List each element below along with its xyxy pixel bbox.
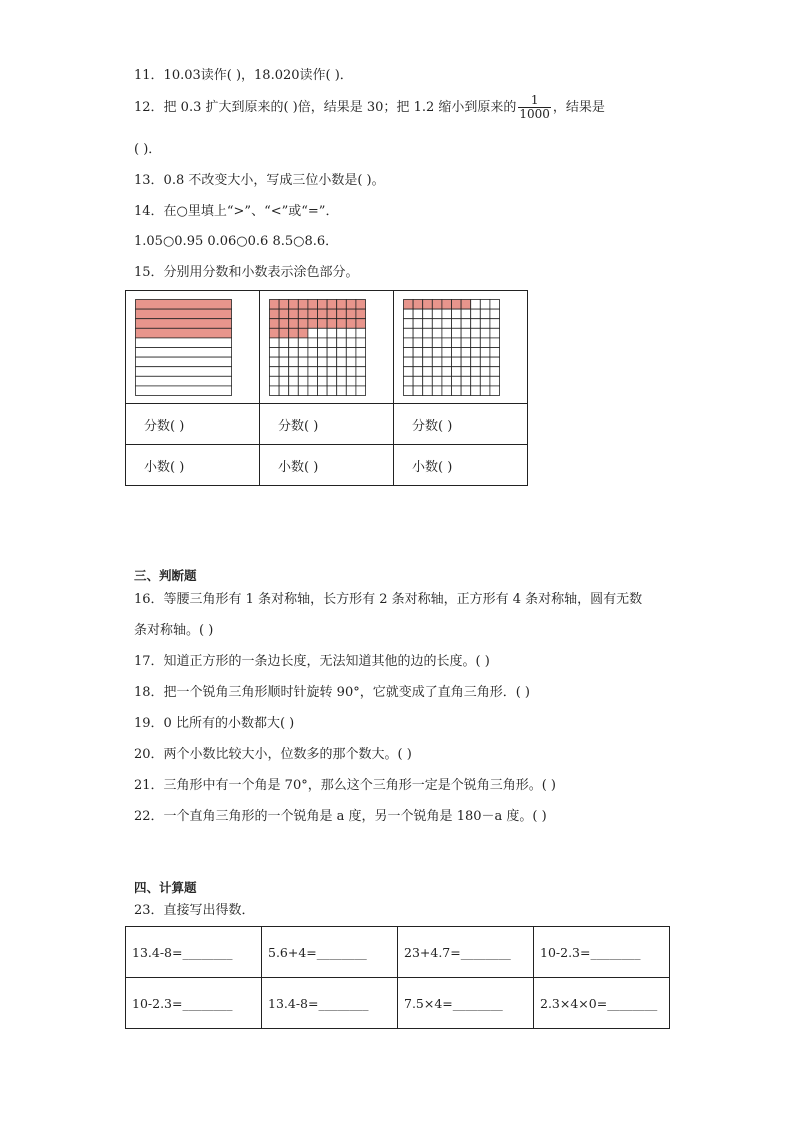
grid-cell: [327, 338, 337, 348]
fraction-numerator: 1: [530, 93, 539, 107]
grid-cell: [337, 367, 347, 377]
grid-cell: [432, 376, 442, 386]
grid-cell: [308, 300, 318, 310]
grid-cell: [270, 386, 280, 396]
question-17: 17．知道正方形的一条边长度，无法知道其他的边的长度。( ): [134, 654, 490, 669]
grid-cell: [480, 348, 490, 358]
question-15: 15．分别用分数和小数表示涂色部分。: [134, 265, 359, 280]
grid-cell: [480, 338, 490, 348]
grid-cell: [423, 300, 433, 310]
grid-cell: [442, 386, 452, 396]
question-12-text: 12．把 0.3 扩大到原来的( )倍，结果是 30；把 1.2 缩小到原来的: [134, 100, 517, 115]
grid-cell: [318, 376, 328, 386]
grid-cell: [289, 338, 299, 348]
decimal-answer-1[interactable]: 小数( ): [126, 445, 260, 486]
calc-cell[interactable]: 10-2.3=________: [126, 978, 262, 1029]
grid-cell: [413, 309, 423, 319]
grid-cell: [471, 357, 481, 367]
strip: [136, 328, 232, 338]
grid-cell: [413, 386, 423, 396]
grid-cell: [270, 376, 280, 386]
grid-cell: [279, 328, 289, 338]
grid-cell: [279, 300, 289, 310]
grid-cell: [432, 319, 442, 329]
grid-cell: [452, 319, 462, 329]
grid-cell: [308, 386, 318, 396]
grid-cell: [270, 357, 280, 367]
grid-cell: [471, 319, 481, 329]
section-4-title: 四、计算题: [134, 880, 197, 895]
grid-cell: [346, 367, 356, 377]
grid-cell: [327, 309, 337, 319]
grid-cell: [298, 376, 308, 386]
grid-cell: [279, 367, 289, 377]
section-3-title: 三、判断题: [134, 568, 197, 583]
question-20: 20．两个小数比较大小，位数多的那个数大。( ): [134, 747, 412, 762]
grid-cell: [461, 338, 471, 348]
grid-cell: [471, 300, 481, 310]
grid-cell: [452, 309, 462, 319]
grid-cell: [327, 328, 337, 338]
grid-cell: [346, 319, 356, 329]
grid-cell: [461, 328, 471, 338]
question-21: 21．三角形中有一个角是 70°，那么这个三角形一定是个锐角三角形。( ): [134, 778, 556, 793]
grid-cell: [471, 367, 481, 377]
grid-cell: [423, 309, 433, 319]
strip: [136, 309, 232, 319]
calc-cell[interactable]: 7.5×4=________: [398, 978, 534, 1029]
grid-cell: [432, 338, 442, 348]
grid-cell: [308, 309, 318, 319]
grid-cell: [404, 386, 414, 396]
grid-cell: [298, 319, 308, 329]
strip: [136, 357, 232, 367]
grid-cell: [337, 386, 347, 396]
grid-cell: [490, 338, 500, 348]
grid-figure-2: [394, 291, 509, 403]
grid-cell: [298, 300, 308, 310]
grid-cell: [404, 348, 414, 358]
grid-cell: [490, 348, 500, 358]
question-18: 18．把一个锐角三角形顺时针旋转 90°，它就变成了直角三角形．( ): [134, 685, 530, 700]
grid-cell: [480, 386, 490, 396]
grid-cell: [346, 309, 356, 319]
strip: [136, 338, 232, 348]
grid-cell: [289, 309, 299, 319]
grid-cell: [270, 348, 280, 358]
grid-cell: [432, 300, 442, 310]
grid-cell: [471, 348, 481, 358]
grid-cell: [318, 367, 328, 377]
grid-cell: [480, 357, 490, 367]
grid-cell: [346, 338, 356, 348]
grid-cell: [461, 319, 471, 329]
grid-cell: [404, 338, 414, 348]
calc-cell[interactable]: 13.4-8=________: [262, 978, 398, 1029]
grid-cell: [289, 348, 299, 358]
grid-cell: [298, 357, 308, 367]
grid-cell: [308, 328, 318, 338]
grid-cell: [452, 357, 462, 367]
grid-cell: [413, 367, 423, 377]
calc-cell[interactable]: 5.6+4=________: [262, 927, 398, 978]
grid-cell: [471, 328, 481, 338]
grid-cell: [442, 357, 452, 367]
grid-cell: [413, 328, 423, 338]
grid-cell: [308, 348, 318, 358]
grid-cell: [298, 386, 308, 396]
grid-cell: [346, 386, 356, 396]
shading-table: [125, 290, 528, 486]
grid-cell: [461, 376, 471, 386]
grid-cell: [490, 376, 500, 386]
grid-cell: [480, 367, 490, 377]
strip: [136, 300, 232, 310]
fraction-answer-3[interactable]: 分数( ): [394, 404, 528, 445]
grid-cell: [442, 309, 452, 319]
grid-cell: [356, 338, 366, 348]
figure-cell-grid-1: [260, 291, 394, 404]
grid-cell: [346, 348, 356, 358]
strip: [136, 348, 232, 358]
fraction-answer-1[interactable]: 分数( ): [126, 404, 260, 445]
grid-cell: [471, 386, 481, 396]
grid-cell: [423, 376, 433, 386]
grid-cell: [480, 328, 490, 338]
question-13: 13．0.8 不改变大小，写成三位小数是( )。: [134, 173, 385, 188]
fraction: [518, 94, 551, 121]
grid-cell: [327, 357, 337, 367]
grid-cell: [289, 376, 299, 386]
question-11: 11．10.03读作( )，18.020读作( )．: [134, 68, 353, 83]
grid-cell: [279, 386, 289, 396]
grid-cell: [432, 309, 442, 319]
grid-cell: [318, 300, 328, 310]
calc-cell[interactable]: 2.3×4×0=________: [534, 978, 670, 1029]
grid-cell: [432, 348, 442, 358]
grid-cell: [490, 300, 500, 310]
grid-cell: [461, 348, 471, 358]
grid-cell: [308, 367, 318, 377]
grid-cell: [337, 348, 347, 358]
grid-cell: [337, 338, 347, 348]
grid-cell: [279, 338, 289, 348]
grid-cell: [423, 338, 433, 348]
grid-cell: [356, 357, 366, 367]
grid-cell: [346, 300, 356, 310]
grid-cell: [452, 386, 462, 396]
question-16: 16．等腰三角形有 1 条对称轴，长方形有 2 条对称轴，正方形有 4 条对称轴，圆有无数: [134, 592, 643, 607]
grid-cell: [404, 357, 414, 367]
grid-cell: [471, 338, 481, 348]
grid-cell: [270, 367, 280, 377]
grid-cell: [356, 309, 366, 319]
grid-cell: [298, 338, 308, 348]
question-16-continued: 条对称轴。( ): [134, 623, 214, 638]
grid-cell: [356, 319, 366, 329]
grid-cell: [490, 386, 500, 396]
grid-cell: [289, 367, 299, 377]
grid-cell: [327, 367, 337, 377]
question-14: 14．在○里填上“>”、“<”或“=”．: [134, 204, 339, 219]
grid-cell: [413, 376, 423, 386]
grid-cell: [442, 348, 452, 358]
grid-cell: [279, 348, 289, 358]
grid-cell: [490, 328, 500, 338]
grid-cell: [404, 328, 414, 338]
grid-cell: [471, 309, 481, 319]
grid-cell: [318, 328, 328, 338]
grid-cell: [318, 348, 328, 358]
grid-cell: [289, 386, 299, 396]
grid-cell: [356, 348, 366, 358]
grid-cell: [413, 300, 423, 310]
grid-cell: [346, 376, 356, 386]
grid-cell: [337, 357, 347, 367]
grid-cell: [480, 319, 490, 329]
grid-cell: [337, 309, 347, 319]
grid-cell: [308, 357, 318, 367]
question-12-tail: ，结果是: [552, 100, 605, 115]
grid-cell: [279, 309, 289, 319]
grid-cell: [298, 367, 308, 377]
question-14-items: 1.05○0.95 0.06○0.6 8.5○8.6．: [134, 234, 339, 249]
grid-cell: [308, 319, 318, 329]
calculation-table: [125, 926, 670, 1029]
figure-cell-strips: [126, 291, 260, 404]
grid-cell: [356, 300, 366, 310]
grid-cell: [442, 376, 452, 386]
grid-cell: [442, 328, 452, 338]
grid-cell: [327, 319, 337, 329]
grid-cell: [404, 309, 414, 319]
grid-cell: [471, 376, 481, 386]
grid-cell: [404, 300, 414, 310]
grid-cell: [452, 338, 462, 348]
question-12: [134, 94, 605, 121]
grid-cell: [461, 309, 471, 319]
grid-cell: [337, 300, 347, 310]
grid-cell: [423, 348, 433, 358]
grid-cell: [423, 367, 433, 377]
grid-cell: [289, 319, 299, 329]
grid-cell: [318, 338, 328, 348]
grid-cell: [480, 300, 490, 310]
grid-cell: [452, 300, 462, 310]
grid-cell: [413, 357, 423, 367]
grid-cell: [279, 357, 289, 367]
grid-cell: [298, 309, 308, 319]
grid-cell: [318, 357, 328, 367]
strip: [136, 319, 232, 329]
fraction-denominator: 1000: [519, 107, 550, 121]
grid-cell: [404, 319, 414, 329]
strip-figure: [126, 291, 241, 403]
grid-cell: [452, 367, 462, 377]
question-23: 23．直接写出得数．: [134, 903, 255, 918]
grid-cell: [442, 300, 452, 310]
grid-cell: [423, 386, 433, 396]
grid-cell: [432, 357, 442, 367]
grid-cell: [279, 319, 289, 329]
grid-cell: [327, 300, 337, 310]
grid-cell: [490, 319, 500, 329]
figure-cell-grid-2: [394, 291, 528, 404]
grid-cell: [423, 328, 433, 338]
question-22: 22．一个直角三角形的一个锐角是 a 度，另一个锐角是 180－a 度。( ): [134, 809, 547, 824]
grid-cell: [480, 309, 490, 319]
grid-cell: [432, 328, 442, 338]
question-12-continued: ( )．: [134, 142, 162, 157]
grid-cell: [452, 376, 462, 386]
grid-cell: [452, 348, 462, 358]
strip: [136, 367, 232, 377]
grid-cell: [423, 357, 433, 367]
grid-cell: [270, 328, 280, 338]
grid-cell: [327, 348, 337, 358]
strip: [136, 376, 232, 386]
grid-cell: [490, 367, 500, 377]
grid-cell: [337, 319, 347, 329]
grid-figure-1: [260, 291, 375, 403]
grid-cell: [279, 376, 289, 386]
grid-cell: [490, 309, 500, 319]
grid-cell: [461, 386, 471, 396]
grid-cell: [298, 348, 308, 358]
grid-cell: [423, 319, 433, 329]
fraction-answer-2[interactable]: 分数( ): [260, 404, 394, 445]
grid-cell: [289, 328, 299, 338]
calc-cell[interactable]: 10-2.3=________: [534, 927, 670, 978]
grid-cell: [442, 367, 452, 377]
grid-cell: [270, 300, 280, 310]
grid-cell: [432, 367, 442, 377]
grid-cell: [413, 319, 423, 329]
grid-cell: [356, 367, 366, 377]
strip: [136, 386, 232, 396]
grid-cell: [480, 376, 490, 386]
grid-cell: [404, 367, 414, 377]
grid-cell: [404, 376, 414, 386]
grid-cell: [413, 338, 423, 348]
grid-cell: [308, 338, 318, 348]
grid-cell: [308, 376, 318, 386]
grid-cell: [337, 376, 347, 386]
grid-cell: [318, 309, 328, 319]
grid-cell: [461, 367, 471, 377]
grid-cell: [461, 357, 471, 367]
grid-cell: [270, 338, 280, 348]
grid-cell: [327, 386, 337, 396]
grid-cell: [289, 300, 299, 310]
grid-cell: [432, 386, 442, 396]
calc-cell[interactable]: 23+4.7=________: [398, 927, 534, 978]
grid-cell: [289, 357, 299, 367]
grid-cell: [318, 319, 328, 329]
grid-cell: [346, 328, 356, 338]
grid-cell: [270, 319, 280, 329]
grid-cell: [298, 328, 308, 338]
grid-cell: [327, 376, 337, 386]
grid-cell: [442, 338, 452, 348]
grid-cell: [356, 386, 366, 396]
grid-cell: [318, 386, 328, 396]
decimal-answer-2[interactable]: 小数( ): [260, 445, 394, 486]
grid-cell: [490, 357, 500, 367]
decimal-answer-3[interactable]: 小数( ): [394, 445, 528, 486]
grid-cell: [413, 348, 423, 358]
question-19: 19．0 比所有的小数都大( ): [134, 716, 295, 731]
grid-cell: [356, 376, 366, 386]
calc-cell[interactable]: 13.4-8=________: [126, 927, 262, 978]
grid-cell: [461, 300, 471, 310]
grid-cell: [270, 309, 280, 319]
grid-cell: [442, 319, 452, 329]
grid-cell: [337, 328, 347, 338]
grid-cell: [356, 328, 366, 338]
grid-cell: [346, 357, 356, 367]
grid-cell: [452, 328, 462, 338]
